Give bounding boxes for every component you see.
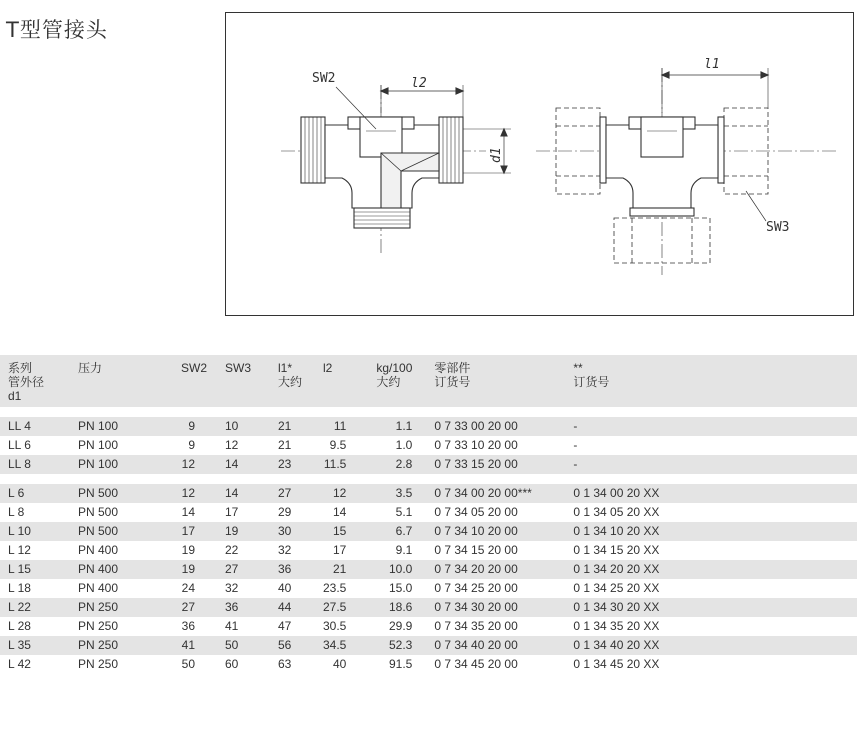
table-cell: 0 7 33 10 20 00 bbox=[426, 436, 565, 455]
table-row bbox=[0, 503, 857, 522]
table-cell: 0 7 34 35 20 00 bbox=[426, 617, 565, 636]
table-row bbox=[0, 598, 857, 617]
page-title: T型管接头 bbox=[6, 18, 108, 42]
column-header-line: 系列 bbox=[8, 361, 33, 375]
table-cell: 9 bbox=[173, 417, 217, 436]
table-body bbox=[0, 355, 857, 674]
table-cell: 12 bbox=[217, 436, 270, 455]
table-cell: 3.5 bbox=[368, 484, 426, 503]
table-cell: 0 1 34 00 20 XX bbox=[565, 484, 857, 503]
table-cell: 18.6 bbox=[368, 598, 426, 617]
table-cell: 60 bbox=[217, 655, 270, 674]
table-cell: PN 500 bbox=[70, 503, 173, 522]
table-cell: 50 bbox=[217, 636, 270, 655]
label-sw3: SW3 bbox=[766, 220, 790, 235]
table-cell: 6.7 bbox=[368, 522, 426, 541]
table-cell: LL 6 bbox=[0, 436, 70, 455]
column-header bbox=[0, 355, 70, 407]
table-row bbox=[0, 636, 857, 655]
table-cell: 21 bbox=[270, 417, 315, 436]
column-header bbox=[70, 355, 173, 407]
group-separator bbox=[0, 407, 857, 417]
column-header-line: 管外径 bbox=[8, 375, 45, 389]
table-cell: 21 bbox=[315, 560, 368, 579]
technical-drawing bbox=[225, 12, 854, 316]
separator-cell bbox=[0, 407, 857, 417]
table-cell: 14 bbox=[217, 484, 270, 503]
table-cell: 56 bbox=[270, 636, 315, 655]
table-cell: 23.5 bbox=[315, 579, 368, 598]
table-cell: 0 1 34 30 20 XX bbox=[565, 598, 857, 617]
table-row bbox=[0, 484, 857, 503]
table-cell: 0 1 34 20 20 XX bbox=[565, 560, 857, 579]
table-cell: 0 1 34 45 20 XX bbox=[565, 655, 857, 674]
table-cell: 0 1 34 25 20 XX bbox=[565, 579, 857, 598]
table-cell: 0 7 34 40 20 00 bbox=[426, 636, 565, 655]
table-cell: PN 100 bbox=[70, 436, 173, 455]
table-cell: 63 bbox=[270, 655, 315, 674]
table-cell: 27.5 bbox=[315, 598, 368, 617]
column-header-line: 订货号 bbox=[434, 375, 471, 389]
table-cell: 9.1 bbox=[368, 541, 426, 560]
table-cell: 44 bbox=[270, 598, 315, 617]
column-header-line: l2 bbox=[323, 361, 333, 375]
table-cell: 9 bbox=[173, 436, 217, 455]
table-cell: 36 bbox=[173, 617, 217, 636]
separator-cell bbox=[0, 474, 857, 484]
table-cell: 0 7 34 15 20 00 bbox=[426, 541, 565, 560]
table-cell: 47 bbox=[270, 617, 315, 636]
table-cell: L 42 bbox=[0, 655, 70, 674]
table-cell: 29.9 bbox=[368, 617, 426, 636]
table-cell: 17 bbox=[217, 503, 270, 522]
table-cell: 15.0 bbox=[368, 579, 426, 598]
table-cell: 30.5 bbox=[315, 617, 368, 636]
table-cell: - bbox=[565, 417, 857, 436]
label-sw2: SW2 bbox=[312, 71, 336, 86]
table-cell: PN 400 bbox=[70, 541, 173, 560]
table-cell: 2.8 bbox=[368, 455, 426, 474]
column-header bbox=[426, 355, 565, 407]
table-cell: PN 250 bbox=[70, 617, 173, 636]
table-cell: 11 bbox=[315, 417, 368, 436]
table-cell: PN 500 bbox=[70, 484, 173, 503]
table-cell: LL 8 bbox=[0, 455, 70, 474]
column-header-line: 零部件 bbox=[434, 361, 471, 375]
table-cell: 52.3 bbox=[368, 636, 426, 655]
label-d1: d1 bbox=[489, 147, 504, 163]
table-cell: 9.5 bbox=[315, 436, 368, 455]
table-cell: 27 bbox=[270, 484, 315, 503]
table-row bbox=[0, 436, 857, 455]
table-cell: 12 bbox=[315, 484, 368, 503]
outline-view bbox=[536, 68, 836, 275]
table-cell: 0 7 34 25 20 00 bbox=[426, 579, 565, 598]
table-row bbox=[0, 455, 857, 474]
column-header bbox=[565, 355, 857, 407]
table-cell: 12 bbox=[173, 455, 217, 474]
table-cell: LL 4 bbox=[0, 417, 70, 436]
table-cell: 27 bbox=[173, 598, 217, 617]
table-cell: 0 1 34 05 20 XX bbox=[565, 503, 857, 522]
specification-table bbox=[0, 355, 857, 674]
table-cell: PN 250 bbox=[70, 636, 173, 655]
column-header bbox=[315, 355, 368, 407]
table-cell: 10 bbox=[217, 417, 270, 436]
column-header-line: SW2 bbox=[181, 361, 208, 375]
table-cell: 34.5 bbox=[315, 636, 368, 655]
table-cell: 36 bbox=[217, 598, 270, 617]
table-cell: PN 250 bbox=[70, 655, 173, 674]
column-header bbox=[368, 355, 426, 407]
table-cell: 41 bbox=[217, 617, 270, 636]
table-cell: L 22 bbox=[0, 598, 70, 617]
table-cell: 0 7 33 15 20 00 bbox=[426, 455, 565, 474]
table-cell: 19 bbox=[173, 541, 217, 560]
table-cell: L 12 bbox=[0, 541, 70, 560]
table-cell: 0 7 34 45 20 00 bbox=[426, 655, 565, 674]
table-cell: 15 bbox=[315, 522, 368, 541]
label-l1: l1 bbox=[704, 57, 720, 72]
table-cell: 0 7 34 10 20 00 bbox=[426, 522, 565, 541]
table-cell: 10.0 bbox=[368, 560, 426, 579]
table-cell: 5.1 bbox=[368, 503, 426, 522]
column-header bbox=[270, 355, 315, 407]
table-cell: 0 7 34 20 20 00 bbox=[426, 560, 565, 579]
table-cell: PN 100 bbox=[70, 455, 173, 474]
table-cell: L 10 bbox=[0, 522, 70, 541]
table-cell: 23 bbox=[270, 455, 315, 474]
table-cell: 50 bbox=[173, 655, 217, 674]
table-cell: 0 7 34 00 20 00*** bbox=[426, 484, 565, 503]
table-cell: 40 bbox=[270, 579, 315, 598]
table-row bbox=[0, 417, 857, 436]
table-cell: L 15 bbox=[0, 560, 70, 579]
table-cell: 0 1 34 35 20 XX bbox=[565, 617, 857, 636]
table-cell: L 35 bbox=[0, 636, 70, 655]
table-cell: 91.5 bbox=[368, 655, 426, 674]
table-row bbox=[0, 522, 857, 541]
tee-fitting-drawing bbox=[226, 13, 853, 315]
column-header bbox=[173, 355, 217, 407]
table-cell: 14 bbox=[315, 503, 368, 522]
column-header-line: SW3 bbox=[225, 361, 252, 375]
table-cell: 1.1 bbox=[368, 417, 426, 436]
table-cell: 0 1 34 15 20 XX bbox=[565, 541, 857, 560]
table-cell: 1.0 bbox=[368, 436, 426, 455]
table-cell: 17 bbox=[315, 541, 368, 560]
table-cell: 0 7 34 30 20 00 bbox=[426, 598, 565, 617]
column-header-line: d1 bbox=[8, 389, 22, 403]
sectional-view bbox=[281, 85, 511, 253]
specification-table-wrap bbox=[0, 355, 857, 674]
column-header-line: l1* bbox=[278, 361, 293, 375]
table-cell: 0 7 34 05 20 00 bbox=[426, 503, 565, 522]
table-cell: 0 7 33 00 20 00 bbox=[426, 417, 565, 436]
table-cell: 24 bbox=[173, 579, 217, 598]
table-cell: PN 250 bbox=[70, 598, 173, 617]
table-cell: 12 bbox=[173, 484, 217, 503]
table-cell: L 28 bbox=[0, 617, 70, 636]
label-l2: l2 bbox=[411, 76, 427, 91]
table-cell: 19 bbox=[217, 522, 270, 541]
table-row bbox=[0, 579, 857, 598]
table-cell: L 6 bbox=[0, 484, 70, 503]
table-cell: PN 400 bbox=[70, 560, 173, 579]
table-cell: 0 1 34 40 20 XX bbox=[565, 636, 857, 655]
table-row bbox=[0, 617, 857, 636]
table-cell: PN 400 bbox=[70, 579, 173, 598]
table-row bbox=[0, 560, 857, 579]
table-cell: 27 bbox=[217, 560, 270, 579]
table-cell: - bbox=[565, 436, 857, 455]
table-cell: 22 bbox=[217, 541, 270, 560]
table-cell: PN 500 bbox=[70, 522, 173, 541]
table-cell: 32 bbox=[217, 579, 270, 598]
table-cell: 29 bbox=[270, 503, 315, 522]
table-cell: 32 bbox=[270, 541, 315, 560]
table-cell: 36 bbox=[270, 560, 315, 579]
table-cell: L 8 bbox=[0, 503, 70, 522]
table-cell: 19 bbox=[173, 560, 217, 579]
table-cell: PN 100 bbox=[70, 417, 173, 436]
group-separator bbox=[0, 474, 857, 484]
table-cell: - bbox=[565, 455, 857, 474]
column-header-line: ** bbox=[573, 361, 583, 375]
table-cell: 0 1 34 10 20 XX bbox=[565, 522, 857, 541]
table-cell: 11.5 bbox=[315, 455, 368, 474]
table-cell: 41 bbox=[173, 636, 217, 655]
column-header-line: 压力 bbox=[78, 361, 103, 375]
column-header-line: 大约 bbox=[376, 375, 401, 389]
table-cell: 14 bbox=[217, 455, 270, 474]
table-header-row bbox=[0, 355, 857, 407]
table-row bbox=[0, 655, 857, 674]
table-cell: 14 bbox=[173, 503, 217, 522]
table-cell: 17 bbox=[173, 522, 217, 541]
column-header-line: kg/100 bbox=[376, 361, 413, 375]
column-header bbox=[217, 355, 270, 407]
table-row bbox=[0, 541, 857, 560]
column-header-line: 大约 bbox=[278, 375, 303, 389]
table-cell: 40 bbox=[315, 655, 368, 674]
column-header-line: 订货号 bbox=[573, 375, 610, 389]
table-cell: 21 bbox=[270, 436, 315, 455]
table-cell: 30 bbox=[270, 522, 315, 541]
table-cell: L 18 bbox=[0, 579, 70, 598]
